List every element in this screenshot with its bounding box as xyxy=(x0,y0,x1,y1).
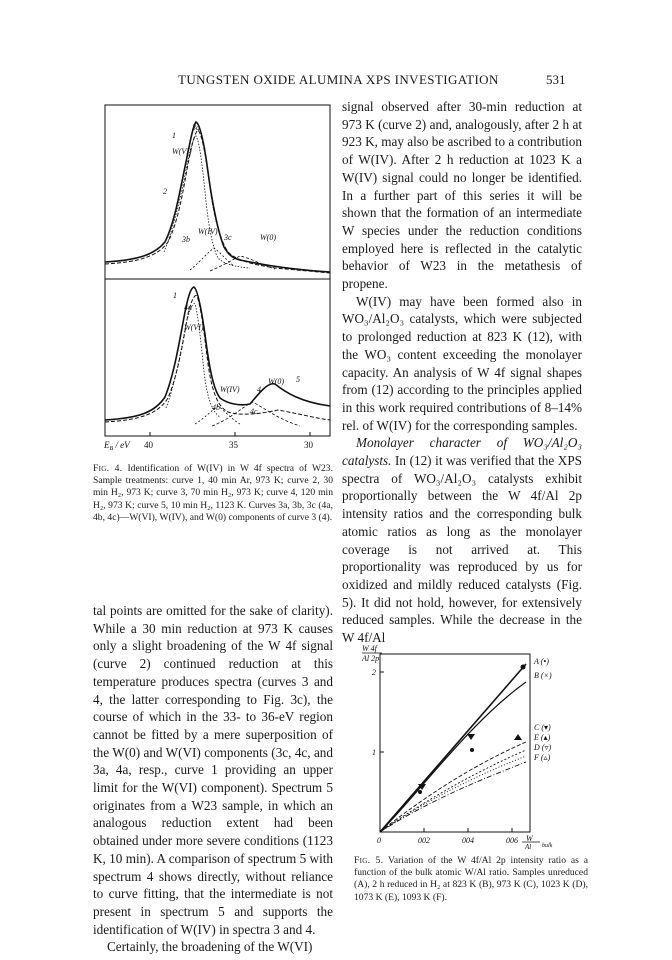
legend-f: F (▵) xyxy=(534,753,551,762)
x-tick-006: 006 xyxy=(506,836,518,845)
page-number: 531 xyxy=(546,72,566,87)
y-label-bottom: Al 2p xyxy=(362,654,380,663)
label-wvi-lower: W(VI) xyxy=(184,323,204,332)
upper-panel-curves xyxy=(105,122,330,273)
y-label-top: W 4f xyxy=(362,644,377,653)
left-paragraph-1: tal points are omitted for the sake of clarity). While a 30 min reduction at 973 K causes only a slight broadening of the W 4f signal (curve 2) continued reduction at this temperature produces spectra (curves 3 and 4, the latter corresponding to Fig. 3c), the course of which in the 33- to 36-eV region cannot be fitted by a mere superposition of the W(0) and W(VI) components (3c, 4c, and 3a, 4a, resp., curve 1 providing an upper limit for the W(VI) component). Spectrum 5 originates from a W23 sample, in which an analogous reduction extent had been obtained under more severe conditions (1123 K, 10 min). A comparison of spectrum 5 with spectrum 4 shows directly, without reliance to curve fitting, that the intermediate is not present in spectrum 5 and supports the identification of W(IV) in spectra 3 and 4. xyxy=(93,603,333,937)
x-tick-002: 002 xyxy=(418,836,430,845)
label-curve-3a: 3a xyxy=(192,123,200,132)
figure-5-caption-label: Fig. 5. xyxy=(354,855,384,866)
label-wiv-upper: W(IV) xyxy=(198,227,218,236)
legend-d: D (▿) xyxy=(534,743,552,752)
x-tick-35: 35 xyxy=(229,440,238,450)
figure-4-caption-text: Identification of W(IV) in W 4f spectra of W23. Sample treatments: curve 1, 40 min Ar, 973 K; curve 2, 30 min H₂, 973 K; curve 3, 70 min H₂, 973 K; curve 4, 120 min H₂, 973 K; curve 5, 10 min H₂, 1123 K. Curves 3a, 3b, 3c (4a, 4b, 4c)—W(VI), W(IV), and W(0) components of curve 3 (4). xyxy=(93,463,333,523)
x-axis-ticks xyxy=(150,432,310,436)
figure-5-caption xyxy=(354,855,588,904)
label-curve-2: 2 xyxy=(163,187,167,196)
left-column-text xyxy=(93,602,333,956)
label-curve-4a: 4a xyxy=(184,303,192,312)
label-curve-3c: 3c xyxy=(224,233,232,242)
figure-5-plot xyxy=(360,642,586,850)
right-paragraph-1: signal observed after 30-min reduction at 973 K (curve 2) and, analogously, after 2 h at 923 K, may also be ascribed to a contribution of W(IV). After 2 h reduction at 1023 K a W(IV) signal could no longer be identified. In a further part of this series it will be shown that the formation of an intermediate W species under the reduction conditions employed here is reflected in the catalytic behavior of W23 in the metathesis of propene. xyxy=(342,99,582,292)
label-curve-1: 1 xyxy=(172,131,176,140)
x-axis-labels xyxy=(103,440,314,452)
lower-panel-labels xyxy=(173,291,300,416)
figure-5-lines xyxy=(380,664,526,832)
x-axis-title: $E_B$ / eV xyxy=(104,440,130,452)
figure-4-caption xyxy=(93,463,333,524)
y-tick-1: 1 xyxy=(372,748,376,757)
x-tick-004: 004 xyxy=(462,836,474,845)
label-curve-4c: 4c xyxy=(250,407,258,416)
right-paragraph-3 xyxy=(342,434,582,646)
label-curve-1-lower: 1 xyxy=(173,291,177,300)
x-tick-40: 40 xyxy=(144,440,153,450)
right-paragraph-3-body: In (12) it was verified that the XPS spectra of WO₃/Al₂O₃ catalysts exhibit proportionally between the W 4f/Al 2p intensity ratios and the corresponding bulk atomic ratios as long as the monolayer coverage is not arrived at. This proportionality was reproduced by us for oxidized and mildly reduced catalysts (Fig. 5). It did not hold, however, for extensively reduced samples. While the decrease in the W 4f/Al xyxy=(342,453,582,646)
label-curve-4: 4 xyxy=(257,385,261,394)
x-label-bottom: Al xyxy=(525,843,532,850)
label-wiv-lower: W(IV) xyxy=(220,385,240,394)
y-tick-2: 2 xyxy=(372,668,376,677)
legend-e: E (▴) xyxy=(534,733,551,742)
upper-panel-frame xyxy=(105,105,330,279)
label-curve-3b: 3b xyxy=(182,235,190,244)
figure-4-caption-label: Fig. 4. xyxy=(93,463,123,474)
figure-5-legend xyxy=(533,657,552,762)
figure-5-caption-text: Variation of the W 4f/Al 2p intensity ratio as a function of the bulk atomic W/Al ratio. Samples unreduced (A), 2 h reduced in H₂ at 823 K (B), 973 K (C), 1023 K (D), 1073 K (E), 1093 K (F). xyxy=(354,855,588,903)
legend-a: A (•) xyxy=(534,657,549,666)
label-curve-4b: 4b xyxy=(212,403,220,412)
right-paragraph-2: W(IV) may have been formed also in WO₃/Al₂O₃ catalysts, which were subjected to prolonged reduction at 823 K (12), with the WO₃ content exceeding the monolayer capacity. An analysis of W 4f signal shapes from (12) according to the principles applied in this work required contributions of 8–14% rel. of W(IV) for the corresponding samples. xyxy=(342,293,582,433)
left-paragraph-2: Certainly, the broadening of the W(VI) xyxy=(107,939,313,955)
x-tick-30: 30 xyxy=(304,440,313,450)
x-label-subscript: bulk xyxy=(542,843,553,849)
x-label-top: W xyxy=(526,834,533,843)
figure-4-spectra xyxy=(100,102,340,456)
x-tick-0: 0 xyxy=(377,836,381,845)
lower-panel-frame xyxy=(105,279,330,436)
label-w0-lower: W(0) xyxy=(268,377,284,386)
legend-b: B (×) xyxy=(534,671,552,680)
section-heading-monolayer: Monolayer character of WO₃/Al₂O₃ catalysts. xyxy=(342,435,582,469)
label-wvi-upper: W(VI) xyxy=(172,147,192,156)
right-column-text xyxy=(342,98,582,647)
label-curve-5: 5 xyxy=(296,375,300,384)
running-title: TUNGSTEN OXIDE ALUMINA XPS INVESTIGATION xyxy=(178,72,499,87)
upper-panel-labels xyxy=(163,123,276,244)
label-w0-upper: W(0) xyxy=(260,233,276,242)
legend-c: C (▾) xyxy=(534,723,551,732)
